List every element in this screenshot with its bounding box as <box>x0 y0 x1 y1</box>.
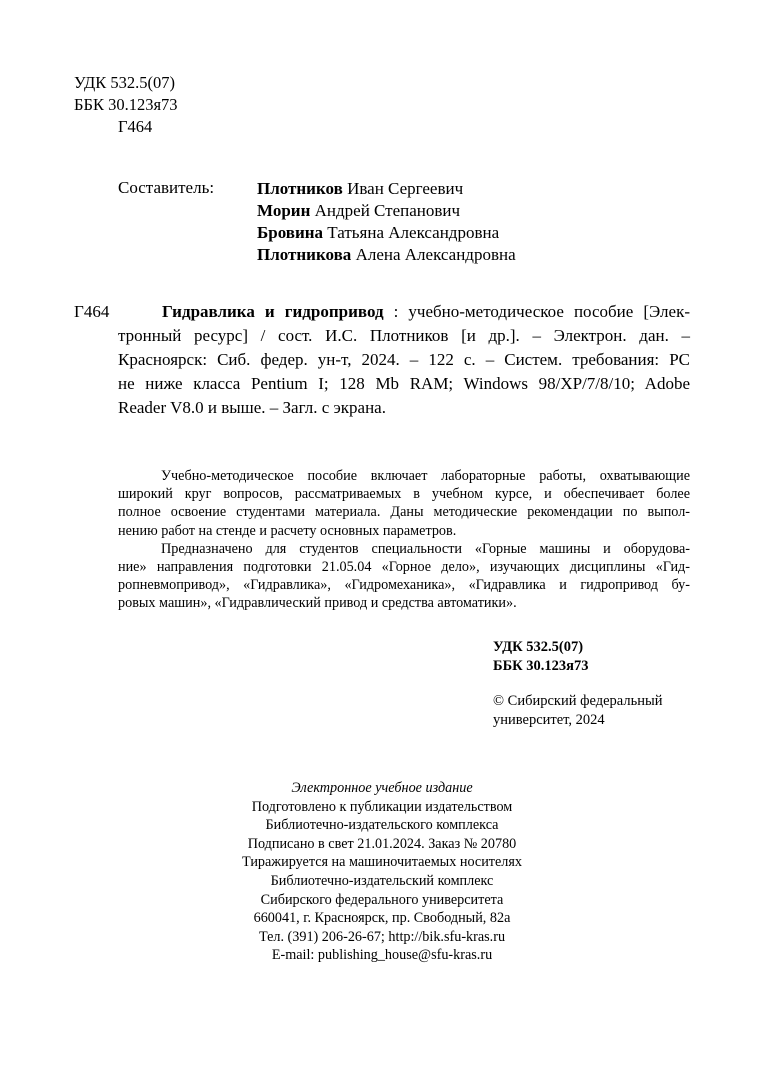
compiler-surname: Морин <box>257 201 311 220</box>
compilers-label: Составитель: <box>118 178 215 197</box>
imprint-line: Подготовлено к публикации издательством <box>251 798 513 815</box>
abstract-line: нению работ на стенде и расчету основных параметров. <box>118 522 457 539</box>
imprint-line: Тиражируется на машиночитаемых носителях <box>242 854 522 871</box>
imprint-line: Библиотечно-издательского комплекса <box>265 817 499 834</box>
compiler-given-name: Андрей Степанович <box>310 201 461 220</box>
imprint-line: Подписано в свет 21.01.2024. Заказ № 20780 <box>247 835 517 852</box>
classification-codes <box>493 638 589 675</box>
abstract-line: Предназначено для студентов специальности «Горные машины и оборудова- <box>161 540 690 557</box>
imprint-email: E-mail: publishing_house@sfu-kras.ru <box>271 947 493 964</box>
imprint-edition-type: Электронное учебное издание <box>291 780 473 796</box>
imprint-address: 660041, г. Красноярск, пр. Свободный, 82а <box>253 910 511 927</box>
abstract-line: полное освоение студентами материала. Даны методические рекомендации по выпол- <box>118 504 690 521</box>
abstract-line: ровых машин», «Гидравлический привод и средства автоматики». <box>118 595 517 612</box>
bib-line: тронный ресурс] / сост. И.С. Плотников [и др.]. – Электрон. дан. – <box>118 326 690 345</box>
imprint-line: Сибирского федерального университета <box>260 891 504 908</box>
udk-header: УДК 532.5(07) <box>74 73 176 92</box>
compiler-given-name: Алена Александровна <box>351 245 516 264</box>
compiler-surname: Плотников <box>257 179 343 198</box>
bib-text: : учебно-методическое пособие [Элек- <box>383 302 690 321</box>
imprint-line: Библиотечно-издательский комплекс <box>270 872 494 889</box>
bbk-header: ББК 30.123я73 <box>74 95 178 114</box>
copyright-line: © Сибирский федеральный <box>493 693 663 709</box>
compiler-given-name: Татьяна Александровна <box>323 223 500 242</box>
author-code-header: Г464 <box>118 117 153 136</box>
abstract-line: ние» направления подготовки 21.05.04 «Горное дело», изучающих дисциплины «Гид- <box>118 559 690 576</box>
imprint-phone: Тел. (391) 206-26-67; http://bik.sfu-kras.ru <box>258 928 506 945</box>
compilers-list <box>257 178 516 266</box>
abstract-line: ропневмопривод», «Гидравлика», «Гидромеханика», «Гидравлика и гидропривод бу- <box>118 577 690 594</box>
abstract <box>118 467 690 613</box>
compiler-surname: Бровина <box>257 223 324 242</box>
compiler-item <box>257 244 516 266</box>
compiler-item <box>257 178 516 200</box>
compiler-item <box>257 200 516 222</box>
abstract-line: Учебно-методическое пособие включает лабораторные работы, охватывающие <box>161 468 690 484</box>
bib-line: Красноярск: Сиб. федер. ун-т, 2024. – 122 с. – Систем. требования: PC <box>118 350 690 369</box>
compiler-given-name: Иван Сергеевич <box>342 179 464 198</box>
udk-code: УДК 532.5(07) <box>493 639 584 655</box>
bib-code: Г464 <box>74 302 110 321</box>
bibliographic-record <box>118 300 690 420</box>
compiler-item <box>257 222 516 244</box>
compiler-surname: Плотникова <box>257 245 352 264</box>
copyright-line: университет, 2024 <box>493 711 605 728</box>
abstract-line: широкий круг вопросов, рассматриваемых в учебном курсе, и обеспечивает более <box>118 486 690 503</box>
copyright <box>493 692 662 729</box>
imprint <box>162 779 602 965</box>
bib-line: не ниже класса Pentium I; 128 Mb RAM; Windows 98/XP/7/8/10; Adobe <box>118 374 690 393</box>
book-title: Гидравлика и гидропривод <box>162 302 384 321</box>
bbk-code: ББК 30.123я73 <box>493 657 589 674</box>
bib-line: Reader V8.0 и выше. – Загл. с экрана. <box>118 398 386 417</box>
bib-line <box>118 300 690 324</box>
